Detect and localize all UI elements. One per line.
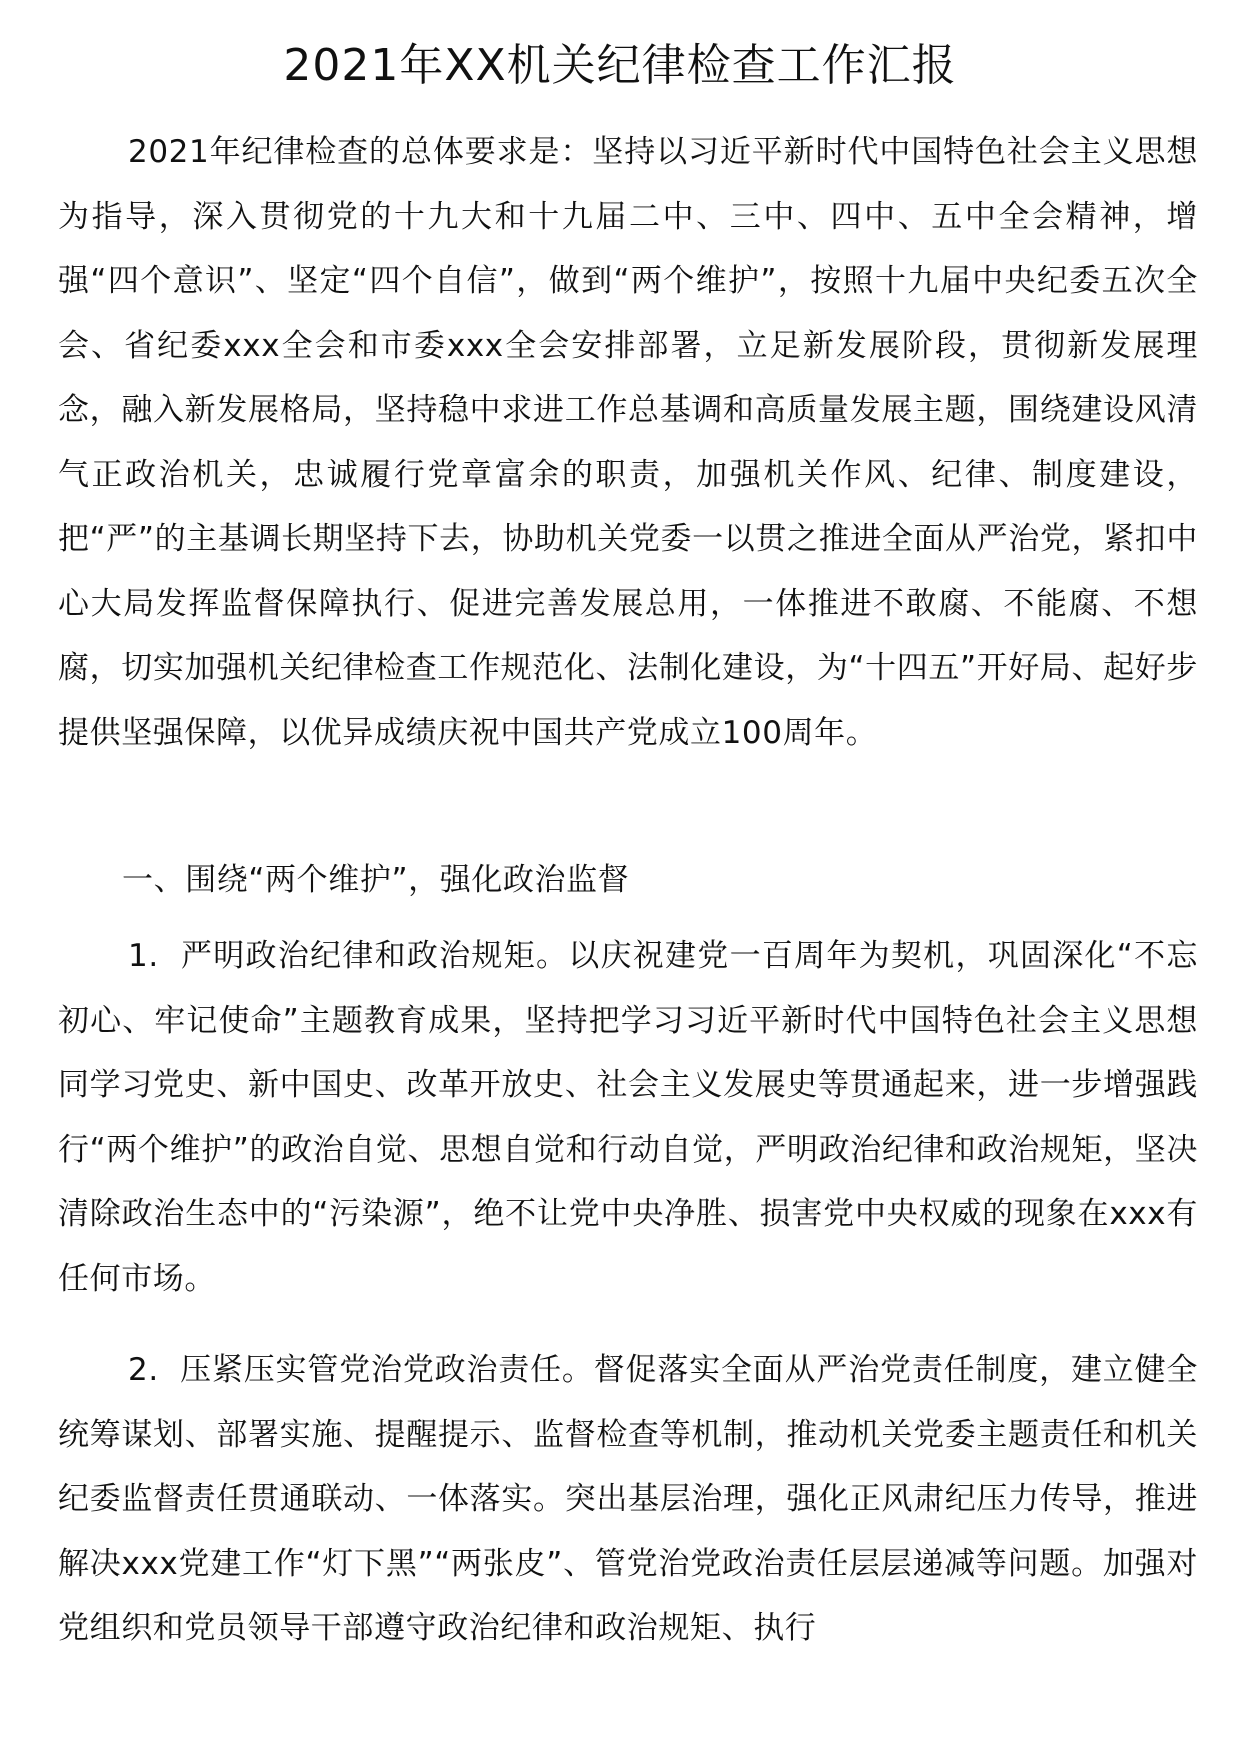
section-heading: 一、围绕“两个维护”，强化政治监督: [122, 862, 630, 898]
intro-paragraph: 2021年纪律检查的总体要求是：坚持以习近平新时代中国特色社会主义思想为指导，深入贯彻党的十九大和十九届二中、三中、四中、五中全会精神，增强“四个意识”、坚定“四个自信”，做到“两个维护”，按照十九届中央纪委五次全会、省纪委xxx全会和市委xxx全会安排部署，立足新发展阶段，贯彻新发展理念，融入新发展格局，坚持稳中求进工作总基调和高质量发展主题，围绕建设风清气正政治机关，忠诚履行党章富余的职责，加强机关作风、纪律、制度建设，把“严”的主基调长期坚持下去，协助机关党委一以贯之推进全面从严治党，紧扣中心大局发挥监督保障执行、促进完善发展总用，一体推进不敢腐、不能腐、不想腐，切实加强机关纪律检查工作规范化、法制化建设，为“十四五”开好局、起好步提供坚强保障，以优异成绩庆祝中国共产党成立100周年。: [58, 134, 1198, 751]
document-title: 2021年XX机关纪律检查工作汇报: [283, 40, 957, 91]
item-2-paragraph: 2. 压紧压实管党治党政治责任。督促落实全面从严治党责任制度，建立健全统筹谋划、部署实施、提醒提示、监督检查等机制，推动机关党委主题责任和机关纪委监督责任贯通联动、一体落实。突出基层治理，强化正风肃纪压力传导，推进解决xxx党建工作“灯下黑”“两张皮”、管党治党政治责任层层递减等问题。加强对党组织和党员领导干部遵守政治纪律和政治规矩、执行: [58, 1352, 1198, 1646]
item-1-paragraph: 1. 严明政治纪律和政治规矩。以庆祝建党一百周年为契机，巩固深化“不忘初心、牢记使命”主题教育成果，坚持把学习习近平新时代中国特色社会主义思想同学习党史、新中国史、改革开放史、社会主义发展史等贯通起来，进一步增强践行“两个维护”的政治自觉、思想自觉和行动自觉，严明政治纪律和政治规矩，坚决清除政治生态中的“污染源”，绝不让党中央净胜、损害党中央权威的现象在xxx有任何市场。: [58, 938, 1198, 1297]
